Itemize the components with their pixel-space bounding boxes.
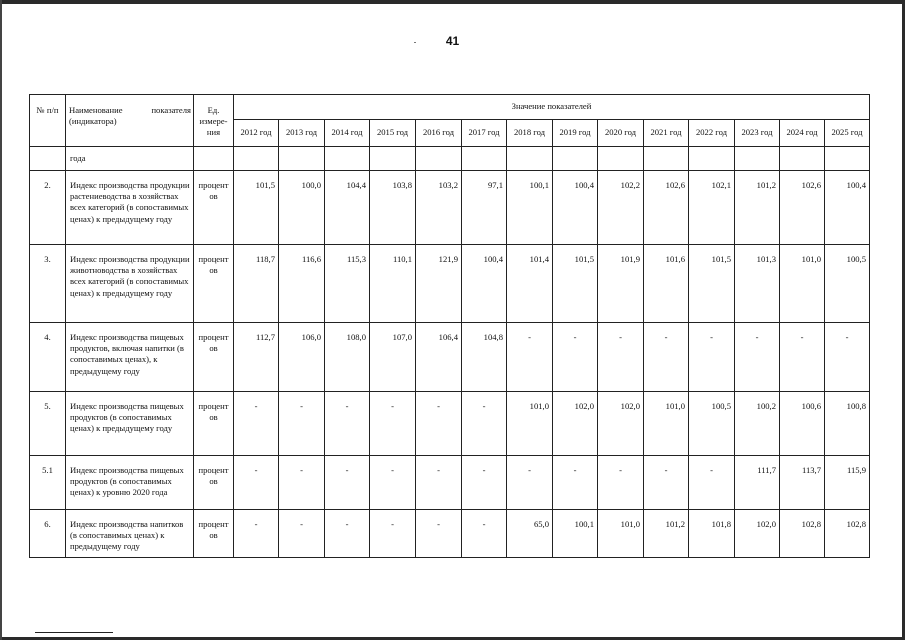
value-cell: 111,7	[735, 456, 780, 510]
value-cell: 103,8	[370, 171, 416, 245]
value-cell: -	[370, 510, 416, 558]
value-cell: 104,8	[462, 323, 507, 392]
row-num: 5.1	[30, 456, 66, 510]
value-cell: -	[370, 456, 416, 510]
value-cell: -	[462, 510, 507, 558]
value-cell: -	[644, 456, 689, 510]
header-year: 2022 год	[689, 120, 735, 147]
empty-cell	[279, 147, 325, 171]
value-cell: 100,6	[780, 392, 825, 456]
value-cell: -	[234, 392, 279, 456]
indicators-table	[29, 94, 870, 558]
value-cell: 102,0	[598, 392, 644, 456]
table-row	[30, 245, 870, 323]
value-cell: 102,2	[598, 171, 644, 245]
value-cell: 102,1	[689, 171, 735, 245]
value-cell: -	[780, 323, 825, 392]
row-unit	[194, 147, 234, 171]
row-num: 3.	[30, 245, 66, 323]
value-cell: -	[325, 456, 370, 510]
value-cell: 104,4	[325, 171, 370, 245]
header-year: 2012 год	[234, 120, 279, 147]
value-cell: 103,2	[416, 171, 462, 245]
value-cell: 100,4	[553, 171, 598, 245]
value-cell: -	[825, 323, 870, 392]
header-name	[66, 95, 194, 147]
empty-cell	[780, 147, 825, 171]
value-cell: 100,1	[553, 510, 598, 558]
header-year: 2025 год	[825, 120, 870, 147]
header-values-group: Значение показателей	[234, 95, 870, 120]
value-cell: 101,5	[689, 245, 735, 323]
table-row	[30, 456, 870, 510]
empty-cell	[234, 147, 279, 171]
value-cell: -	[234, 456, 279, 510]
row-name: года	[66, 147, 194, 171]
value-cell: -	[462, 392, 507, 456]
header-year: 2020 год	[598, 120, 644, 147]
value-cell: 102,0	[553, 392, 598, 456]
row-name: Индекс производства пищевых продуктов, включая напитки (в сопоставимых ценах), к предыдущему году	[66, 323, 194, 392]
value-cell: 100,0	[279, 171, 325, 245]
header-year: 2021 год	[644, 120, 689, 147]
value-cell: 100,5	[825, 245, 870, 323]
row-num: 2.	[30, 171, 66, 245]
value-cell: 121,9	[416, 245, 462, 323]
header-name-part3: (индикатора)	[69, 116, 117, 127]
value-cell: -	[279, 392, 325, 456]
header-year: 2023 год	[735, 120, 780, 147]
value-cell: 97,1	[462, 171, 507, 245]
value-cell: -	[325, 392, 370, 456]
value-cell: 108,0	[325, 323, 370, 392]
value-cell: 102,0	[735, 510, 780, 558]
value-cell: 112,7	[234, 323, 279, 392]
value-cell: 101,5	[553, 245, 598, 323]
value-cell: -	[507, 323, 553, 392]
empty-cell	[416, 147, 462, 171]
empty-cell	[735, 147, 780, 171]
value-cell: -	[416, 456, 462, 510]
value-cell: -	[553, 456, 598, 510]
value-cell: 113,7	[780, 456, 825, 510]
row-unit: процент ов	[194, 245, 234, 323]
empty-cell	[370, 147, 416, 171]
value-cell: 101,0	[598, 510, 644, 558]
value-cell: 101,2	[644, 510, 689, 558]
value-cell: 106,4	[416, 323, 462, 392]
table-row	[30, 171, 870, 245]
empty-cell	[462, 147, 507, 171]
value-cell: -	[279, 456, 325, 510]
value-cell: -	[279, 510, 325, 558]
header-year: 2018 год	[507, 120, 553, 147]
header-year: 2019 год	[553, 120, 598, 147]
footer-rule	[35, 632, 113, 633]
row-num: 5.	[30, 392, 66, 456]
table-row-continuation	[30, 147, 870, 171]
value-cell: 101,9	[598, 245, 644, 323]
value-cell: -	[598, 456, 644, 510]
row-name: Индекс производства напитков (в сопоставимых ценах) к предыдущему году	[66, 510, 194, 558]
empty-cell	[825, 147, 870, 171]
row-name: Индекс производства продукции животноводства в хозяйствах всех категорий (в сопоставимых ценах) к предыдущему году	[66, 245, 194, 323]
empty-cell	[507, 147, 553, 171]
value-cell: -	[735, 323, 780, 392]
value-cell: 102,8	[825, 510, 870, 558]
empty-cell	[644, 147, 689, 171]
value-cell: -	[416, 510, 462, 558]
row-name: Индекс производства пищевых продуктов (в сопоставимых ценах) к уровню 2020 года	[66, 456, 194, 510]
value-cell: 100,2	[735, 392, 780, 456]
value-cell: 101,5	[234, 171, 279, 245]
value-cell: 102,6	[644, 171, 689, 245]
value-cell: 101,6	[644, 245, 689, 323]
value-cell: 101,8	[689, 510, 735, 558]
value-cell: 100,4	[825, 171, 870, 245]
value-cell: 100,5	[689, 392, 735, 456]
value-cell: 118,7	[234, 245, 279, 323]
header-year: 2013 год	[279, 120, 325, 147]
value-cell: -	[462, 456, 507, 510]
page-edge-left	[0, 0, 2, 640]
value-cell: 115,3	[325, 245, 370, 323]
page-number: 41	[445, 34, 460, 48]
value-cell: 100,4	[462, 245, 507, 323]
value-cell: 110,1	[370, 245, 416, 323]
row-num	[30, 147, 66, 171]
value-cell: -	[553, 323, 598, 392]
header-year: 2017 год	[462, 120, 507, 147]
header-unit: Ед. измере-ния	[194, 95, 234, 147]
value-cell: 106,0	[279, 323, 325, 392]
table-row	[30, 323, 870, 392]
value-cell: 100,8	[825, 392, 870, 456]
value-cell: 101,0	[507, 392, 553, 456]
value-cell: -	[234, 510, 279, 558]
row-unit: процент ов	[194, 510, 234, 558]
value-cell: 101,4	[507, 245, 553, 323]
header-year: 2016 год	[416, 120, 462, 147]
row-num: 4.	[30, 323, 66, 392]
value-cell: 101,2	[735, 171, 780, 245]
value-cell: 102,8	[780, 510, 825, 558]
header-year: 2014 год	[325, 120, 370, 147]
row-unit: процент ов	[194, 456, 234, 510]
row-unit: процент ов	[194, 392, 234, 456]
value-cell: -	[325, 510, 370, 558]
value-cell: 107,0	[370, 323, 416, 392]
header-num: № п/п	[30, 95, 66, 147]
empty-cell	[598, 147, 644, 171]
header-year: 2024 год	[780, 120, 825, 147]
value-cell: -	[689, 323, 735, 392]
row-name: Индекс производства пищевых продуктов (в сопоставимых ценах) к предыдущему году	[66, 392, 194, 456]
value-cell: -	[689, 456, 735, 510]
value-cell: 116,6	[279, 245, 325, 323]
empty-cell	[689, 147, 735, 171]
value-cell: -	[598, 323, 644, 392]
value-cell: 101,0	[644, 392, 689, 456]
header-name-part2: показателя	[151, 105, 191, 115]
table-row	[30, 392, 870, 456]
row-num: 6.	[30, 510, 66, 558]
empty-cell	[553, 147, 598, 171]
header-name-part1: Наименование	[69, 105, 123, 115]
value-cell: 115,9	[825, 456, 870, 510]
value-cell: 101,3	[735, 245, 780, 323]
value-cell: -	[370, 392, 416, 456]
page-edge-top	[0, 0, 905, 4]
value-cell: -	[644, 323, 689, 392]
value-cell: 100,1	[507, 171, 553, 245]
header-year: 2015 год	[370, 120, 416, 147]
value-cell: 102,6	[780, 171, 825, 245]
row-unit: процент ов	[194, 171, 234, 245]
empty-cell	[325, 147, 370, 171]
row-name: Индекс производства продукции растениеводства в хозяйствах всех категорий (в сопоставимых ценах) к предыдущему году	[66, 171, 194, 245]
value-cell: -	[416, 392, 462, 456]
value-cell: -	[507, 456, 553, 510]
row-unit: процент ов	[194, 323, 234, 392]
table-row	[30, 510, 870, 558]
value-cell: 65,0	[507, 510, 553, 558]
value-cell: 101,0	[780, 245, 825, 323]
